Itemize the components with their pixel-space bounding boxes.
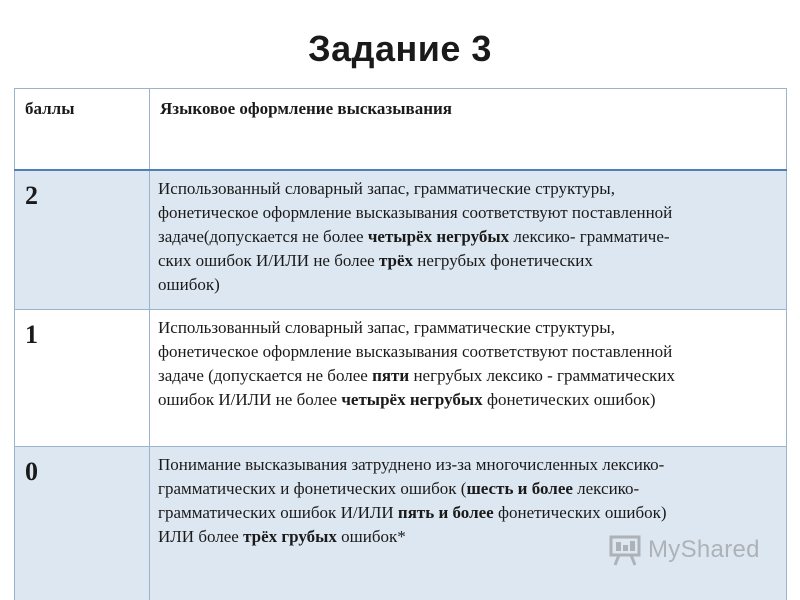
description-text: лексико-: [572, 479, 640, 498]
table-row: [15, 310, 787, 447]
description-text: негрубых фонетических: [413, 251, 593, 270]
score-cell: 2: [15, 170, 150, 310]
table-header-row: [15, 89, 787, 171]
description-text: фонетических ошибок): [482, 390, 656, 409]
slide-title: Задание 3: [308, 28, 492, 69]
myshared-watermark: [608, 533, 760, 567]
table-row: [15, 447, 787, 600]
emphasis-text: четырёх негрубых: [341, 390, 483, 409]
description-text: ошибок*: [336, 527, 406, 546]
description-text: фонетическое оформление высказывания соответствуют поставленной: [158, 342, 673, 361]
description-text: задаче (допускается не более: [158, 366, 373, 385]
presentation-board-icon: [608, 533, 642, 567]
criteria-table: [14, 88, 787, 600]
header-description-cell: Языковое оформление высказывания: [150, 89, 787, 171]
description-text: Использованный словарный запас, грамматические структуры,: [158, 318, 615, 337]
score-cell: 0: [15, 447, 150, 600]
description-cell: [150, 310, 787, 447]
description-text: ских ошибок И/ИЛИ не более: [158, 251, 379, 270]
description-text: фонетическое оформление высказывания соответствуют поставленной: [158, 203, 673, 222]
description-text: грамматических ошибок И/ИЛИ: [158, 503, 398, 522]
emphasis-text: шесть и более: [466, 479, 573, 498]
description-text: лексико- грамматиче-: [509, 227, 670, 246]
header-score-cell: баллы: [15, 89, 150, 171]
description-text: задаче(допускается не более: [158, 227, 368, 246]
score-cell: 1: [15, 310, 150, 447]
description-text: негрубых лексико - грамматических: [409, 366, 675, 385]
description-text: ошибок): [158, 275, 220, 294]
description-cell: [150, 447, 787, 600]
table-row: [15, 170, 787, 310]
emphasis-text: четырёх негрубых: [367, 227, 510, 246]
emphasis-text: пяти: [372, 366, 410, 385]
description-text: ошибок И/ИЛИ не более: [158, 390, 342, 409]
emphasis-text: трёх: [378, 251, 414, 270]
emphasis-text: пять и более: [397, 503, 494, 522]
description-text: ИЛИ более: [158, 527, 244, 546]
description-text: Понимание высказывания затруднено из-за многочисленных лексико-: [158, 455, 665, 474]
emphasis-text: трёх грубых: [243, 527, 337, 546]
description-text: фонетических ошибок): [493, 503, 667, 522]
description-text: грамматических и фонетических ошибок (: [158, 479, 467, 498]
watermark-text: MyShared: [648, 536, 760, 563]
description-cell: [150, 170, 787, 310]
description-text: Использованный словарный запас, грамматические структуры,: [158, 179, 615, 198]
